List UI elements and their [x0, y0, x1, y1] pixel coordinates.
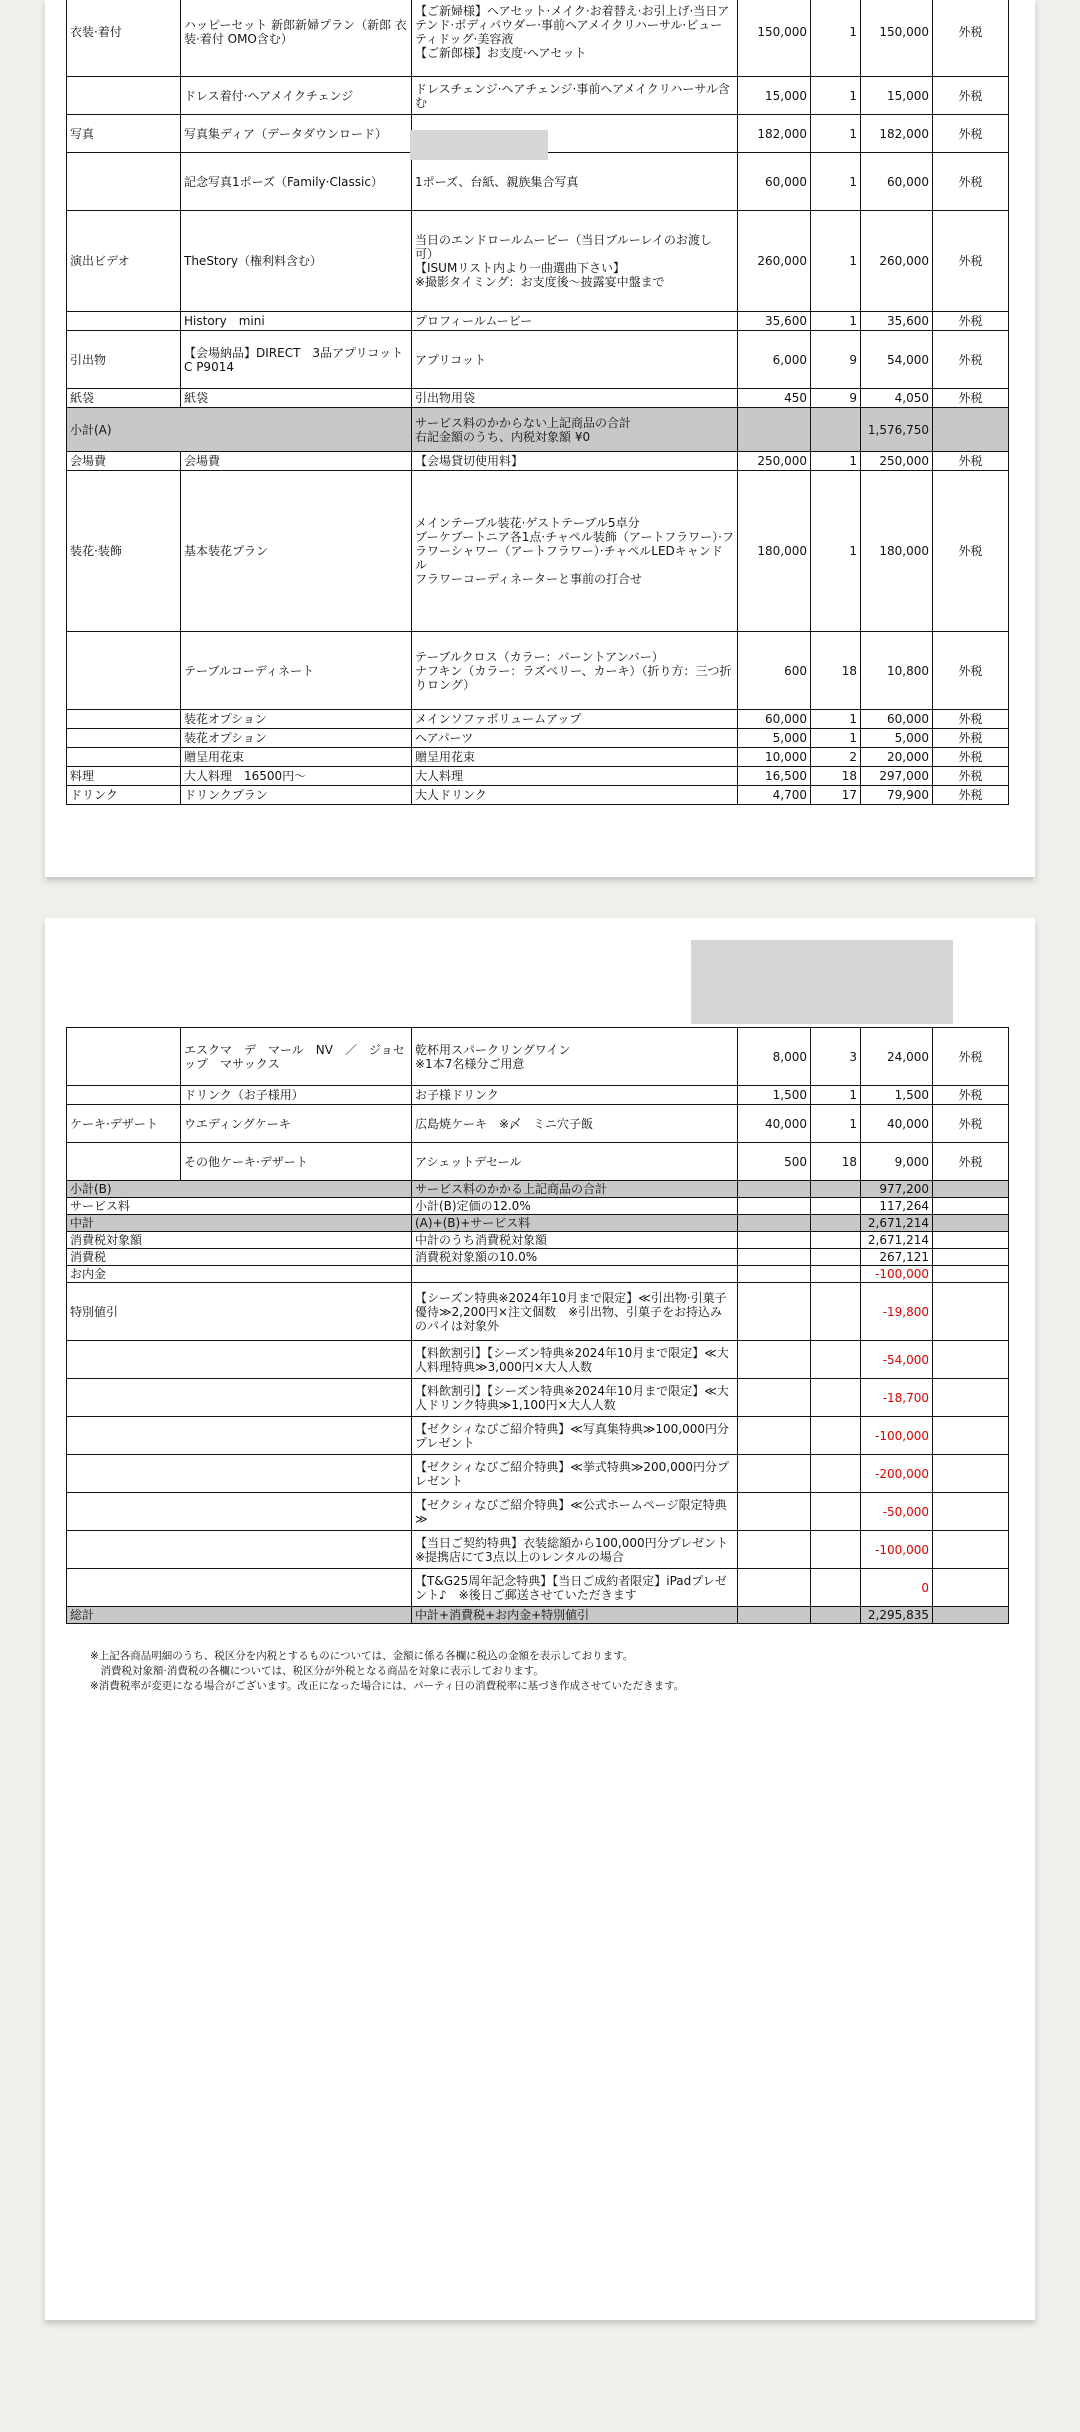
- row-unit-price: [738, 1341, 811, 1379]
- row-category: [67, 748, 181, 767]
- row-category: 装花·装飾: [67, 471, 181, 632]
- row-tax-type: 外税: [933, 0, 1009, 77]
- row-quantity: 18: [811, 767, 861, 786]
- row-tax-type: [933, 1215, 1009, 1232]
- table-row: [67, 1569, 1009, 1607]
- table-row: [67, 389, 1009, 408]
- row-unit-price: 10,000: [738, 748, 811, 767]
- row-amount: -100,000: [861, 1266, 933, 1283]
- row-item: 装花オプション: [181, 729, 412, 748]
- table-row: [67, 786, 1009, 805]
- row-amount: 35,600: [861, 312, 933, 331]
- estimate-table-page-1: [66, 0, 1009, 805]
- row-description: 中計+消費税+お内金+特別値引: [412, 1607, 738, 1624]
- row-item: 【会場納品】DIRECT 3品アプリコットC P9014: [181, 331, 412, 389]
- row-description: 贈呈用花束: [412, 748, 738, 767]
- row-unit-price: [738, 1493, 811, 1531]
- row-tax-type: 外税: [933, 77, 1009, 115]
- row-description: 【ご新婦様】ヘアセット·メイク·お着替え·お引上げ·当日アテンド·ボディパウダー·事前ヘアメイクリハーサル·ビューティドッグ·美容液 【ご新郎様】お支度·ヘアセット: [412, 0, 738, 77]
- row-quantity: 18: [811, 1143, 861, 1181]
- redacted-area: [691, 940, 953, 1024]
- table-row: [67, 1531, 1009, 1569]
- row-amount: -19,800: [861, 1283, 933, 1341]
- row-category: [67, 729, 181, 748]
- row-tax-type: 外税: [933, 786, 1009, 805]
- row-amount: 9,000: [861, 1143, 933, 1181]
- row-unit-price: [738, 1417, 811, 1455]
- row-category: [67, 312, 181, 331]
- row-item: 写真集ディア（データダウンロード）: [181, 115, 412, 153]
- row-quantity: [811, 1607, 861, 1624]
- row-description: ヘアパーツ: [412, 729, 738, 748]
- row-item: ウエディングケーキ: [181, 1105, 412, 1143]
- row-category: 衣装·着付: [67, 0, 181, 77]
- row-amount: 180,000: [861, 471, 933, 632]
- table-row: [67, 331, 1009, 389]
- row-quantity: 18: [811, 632, 861, 710]
- row-tax-type: 外税: [933, 331, 1009, 389]
- row-tax-type: 外税: [933, 1105, 1009, 1143]
- row-amount: -18,700: [861, 1379, 933, 1417]
- row-category: [67, 1493, 412, 1531]
- row-description: アプリコット: [412, 331, 738, 389]
- row-amount: 0: [861, 1569, 933, 1607]
- estimate-page-2: [45, 918, 1035, 2320]
- row-description: 中計のうち消費税対象額: [412, 1232, 738, 1249]
- row-description: 乾杯用スパークリングワイン ※1本7名様分ご用意: [412, 1028, 738, 1086]
- table-row: [67, 1028, 1009, 1086]
- row-quantity: 1: [811, 729, 861, 748]
- row-description: サービス料のかかる上記商品の合計: [412, 1181, 738, 1198]
- row-description: メインテーブル装花·ゲストテーブル5卓分 ブーケブートニア各1点·チャペル装飾（アートフラワー）·フラワーシャワー（アートフラワー）·チャペルLEDキャンドル フラワーコーディネーターと事前の打合せ: [412, 471, 738, 632]
- table-row: [67, 1379, 1009, 1417]
- row-category: 消費税: [67, 1249, 412, 1266]
- row-tax-type: 外税: [933, 1028, 1009, 1086]
- row-category: ドリンク: [67, 786, 181, 805]
- row-quantity: [811, 1283, 861, 1341]
- row-tax-type: 外税: [933, 1143, 1009, 1181]
- row-unit-price: 150,000: [738, 0, 811, 77]
- row-unit-price: 16,500: [738, 767, 811, 786]
- table-row: [67, 452, 1009, 471]
- row-item: ドリンクプラン: [181, 786, 412, 805]
- row-quantity: [811, 1455, 861, 1493]
- row-quantity: 2: [811, 748, 861, 767]
- row-item: History mini: [181, 312, 412, 331]
- row-category: 紙袋: [67, 389, 181, 408]
- row-item: その他ケーキ·デザート: [181, 1143, 412, 1181]
- row-unit-price: [738, 1232, 811, 1249]
- row-category: [67, 1455, 412, 1493]
- row-unit-price: 600: [738, 632, 811, 710]
- row-amount: -100,000: [861, 1531, 933, 1569]
- row-category: 演出ビデオ: [67, 211, 181, 312]
- table-row: [67, 748, 1009, 767]
- row-unit-price: 15,000: [738, 77, 811, 115]
- row-amount: 150,000: [861, 0, 933, 77]
- row-amount: 2,671,214: [861, 1215, 933, 1232]
- row-tax-type: 外税: [933, 1086, 1009, 1105]
- row-amount: 15,000: [861, 77, 933, 115]
- row-amount: 60,000: [861, 710, 933, 729]
- table-row: [67, 0, 1009, 77]
- row-category: 特別値引: [67, 1283, 412, 1341]
- row-amount: 977,200: [861, 1181, 933, 1198]
- table-row: [67, 1232, 1009, 1249]
- table-row: [67, 77, 1009, 115]
- row-amount: 79,900: [861, 786, 933, 805]
- row-category: [67, 77, 181, 115]
- row-category: [67, 1143, 181, 1181]
- row-category: [67, 710, 181, 729]
- table-row: [67, 1105, 1009, 1143]
- row-item: 基本装花プラン: [181, 471, 412, 632]
- table-row: [67, 1181, 1009, 1198]
- row-quantity: 3: [811, 1028, 861, 1086]
- row-tax-type: 外税: [933, 389, 1009, 408]
- row-item: 贈呈用花束: [181, 748, 412, 767]
- row-unit-price: [738, 1181, 811, 1198]
- row-description: アシェットデセール: [412, 1143, 738, 1181]
- table-row: [67, 767, 1009, 786]
- row-item: ドレス着付·ヘアメイクチェンジ: [181, 77, 412, 115]
- row-item: 紙袋: [181, 389, 412, 408]
- table-row: [67, 1086, 1009, 1105]
- row-quantity: [811, 1266, 861, 1283]
- row-tax-type: 外税: [933, 710, 1009, 729]
- row-quantity: 9: [811, 331, 861, 389]
- row-quantity: 1: [811, 77, 861, 115]
- row-quantity: 1: [811, 312, 861, 331]
- row-unit-price: 35,600: [738, 312, 811, 331]
- footnote: ※上記各商品明細のうち、税区分を内税とするものについては、金額に係る各欄に税込の金額を表示しております。: [90, 1650, 634, 1662]
- row-description: 【ゼクシィなびご紹介特典】≪写真集特典≫100,000円分プレゼント: [412, 1417, 738, 1455]
- row-quantity: [811, 1181, 861, 1198]
- row-tax-type: [933, 1455, 1009, 1493]
- row-unit-price: [738, 1531, 811, 1569]
- row-unit-price: 182,000: [738, 115, 811, 153]
- row-amount: 60,000: [861, 153, 933, 211]
- row-quantity: 1: [811, 710, 861, 729]
- row-unit-price: [738, 1215, 811, 1232]
- row-amount: 10,800: [861, 632, 933, 710]
- row-tax-type: [933, 1417, 1009, 1455]
- row-item: 記念写真1ポーズ（Family·Classic）: [181, 153, 412, 211]
- row-category: 会場費: [67, 452, 181, 471]
- row-item: ドリンク（お子様用）: [181, 1086, 412, 1105]
- row-item: 会場費: [181, 452, 412, 471]
- row-amount: -54,000: [861, 1341, 933, 1379]
- row-description: メインソファボリュームアップ: [412, 710, 738, 729]
- row-description: 【T&G25周年記念特典】【当日ご成約者限定】iPadプレゼント♪ ※後日ご郵送させていただきます: [412, 1569, 738, 1607]
- table-row: [67, 710, 1009, 729]
- row-quantity: 1: [811, 211, 861, 312]
- row-tax-type: 外税: [933, 312, 1009, 331]
- row-category: 写真: [67, 115, 181, 153]
- row-unit-price: 60,000: [738, 710, 811, 729]
- row-tax-type: [933, 1249, 1009, 1266]
- row-tax-type: 外税: [933, 767, 1009, 786]
- table-row: [67, 153, 1009, 211]
- row-description: プロフィールムービー: [412, 312, 738, 331]
- row-category: 中計: [67, 1215, 412, 1232]
- row-quantity: 1: [811, 1086, 861, 1105]
- row-description: 【料飲割引】【シーズン特典※2024年10月まで限定】≪大人料理特典≫3,000円×大人人数: [412, 1341, 738, 1379]
- row-amount: 2,295,835: [861, 1607, 933, 1624]
- row-amount: 1,500: [861, 1086, 933, 1105]
- row-tax-type: 外税: [933, 471, 1009, 632]
- row-amount: 4,050: [861, 389, 933, 408]
- row-amount: 24,000: [861, 1028, 933, 1086]
- row-description: (A)+(B)+サービス料: [412, 1215, 738, 1232]
- table-row: [67, 1266, 1009, 1283]
- row-description: 【シーズン特典※2024年10月まで限定】≪引出物·引菓子優待≫2,200円×注文個数 ※引出物、引菓子をお持込みのパイは対象外: [412, 1283, 738, 1341]
- row-unit-price: 1,500: [738, 1086, 811, 1105]
- row-quantity: 9: [811, 389, 861, 408]
- row-description: 1ポーズ、台紙、親族集合写真: [412, 153, 738, 211]
- table-row: [67, 1143, 1009, 1181]
- row-description: [412, 1266, 738, 1283]
- row-category: [67, 1569, 412, 1607]
- table-row: [67, 408, 1009, 452]
- row-item: ハッピーセット 新郎新婦プラン（新郎 衣装·着付 OMO含む）: [181, 0, 412, 77]
- row-unit-price: 60,000: [738, 153, 811, 211]
- row-tax-type: [933, 1232, 1009, 1249]
- row-description: 【ゼクシィなびご紹介特典】≪公式ホームページ限定特典≫: [412, 1493, 738, 1531]
- row-quantity: 1: [811, 0, 861, 77]
- row-tax-type: 外税: [933, 153, 1009, 211]
- row-category: [67, 1379, 412, 1417]
- row-tax-type: [933, 1607, 1009, 1624]
- table-row: [67, 1215, 1009, 1232]
- row-description: 小計(B)定価の12.0%: [412, 1198, 738, 1215]
- table-row: [67, 211, 1009, 312]
- table-row: [67, 1198, 1009, 1215]
- row-description: 当日のエンドロールムービー（当日ブルーレイのお渡し可） 【ISUMリスト内より一曲選曲下さい】 ※撮影タイミング：お支度後〜披露宴中盤まで: [412, 211, 738, 312]
- row-description: 【ゼクシィなびご紹介特典】≪挙式特典≫200,000円分プレゼント: [412, 1455, 738, 1493]
- row-unit-price: 500: [738, 1143, 811, 1181]
- row-unit-price: [738, 1198, 811, 1215]
- row-unit-price: 250,000: [738, 452, 811, 471]
- row-unit-price: 8,000: [738, 1028, 811, 1086]
- row-tax-type: [933, 1181, 1009, 1198]
- row-description: サービス料のかからない上記商品の合計 右記金額のうち、内税対象額 ¥0: [412, 408, 738, 452]
- row-amount: 20,000: [861, 748, 933, 767]
- row-quantity: [811, 1215, 861, 1232]
- row-quantity: [811, 1493, 861, 1531]
- row-unit-price: [738, 408, 811, 452]
- row-unit-price: [738, 1283, 811, 1341]
- row-quantity: [811, 1379, 861, 1417]
- row-tax-type: 外税: [933, 211, 1009, 312]
- row-amount: -50,000: [861, 1493, 933, 1531]
- row-item: テーブルコーディネート: [181, 632, 412, 710]
- row-category: [67, 1417, 412, 1455]
- row-amount: -200,000: [861, 1455, 933, 1493]
- row-item: TheStory（権利料含む）: [181, 211, 412, 312]
- table-row: [67, 632, 1009, 710]
- redacted-area: [410, 130, 548, 160]
- row-unit-price: [738, 1569, 811, 1607]
- row-category: [67, 153, 181, 211]
- row-description: 【当日ご契約特典】衣装総額から100,000円分プレゼント ※提携店にて3点以上のレンタルの場合: [412, 1531, 738, 1569]
- row-category: 料理: [67, 767, 181, 786]
- row-item: 大人料理 16500円〜: [181, 767, 412, 786]
- row-amount: 54,000: [861, 331, 933, 389]
- row-unit-price: 40,000: [738, 1105, 811, 1143]
- row-amount: -100,000: [861, 1417, 933, 1455]
- row-category: [67, 1028, 181, 1086]
- row-item: 装花オプション: [181, 710, 412, 729]
- row-quantity: [811, 1569, 861, 1607]
- row-quantity: [811, 1341, 861, 1379]
- row-category: [67, 1531, 412, 1569]
- row-quantity: 1: [811, 115, 861, 153]
- row-tax-type: [933, 1569, 1009, 1607]
- row-tax-type: 外税: [933, 748, 1009, 767]
- table-row: [67, 1455, 1009, 1493]
- row-unit-price: 6,000: [738, 331, 811, 389]
- row-tax-type: [933, 1341, 1009, 1379]
- table-row: [67, 1249, 1009, 1266]
- row-unit-price: 450: [738, 389, 811, 408]
- row-unit-price: 5,000: [738, 729, 811, 748]
- row-category: [67, 632, 181, 710]
- row-amount: 267,121: [861, 1249, 933, 1266]
- row-tax-type: [933, 1266, 1009, 1283]
- row-quantity: 1: [811, 153, 861, 211]
- row-quantity: [811, 1232, 861, 1249]
- row-category: お内金: [67, 1266, 412, 1283]
- row-tax-type: 外税: [933, 452, 1009, 471]
- row-tax-type: [933, 1198, 1009, 1215]
- row-amount: 260,000: [861, 211, 933, 312]
- row-description: 【料飲割引】【シーズン特典※2024年10月まで限定】≪大人ドリンク特典≫1,100円×大人人数: [412, 1379, 738, 1417]
- row-tax-type: [933, 408, 1009, 452]
- row-description: 大人料理: [412, 767, 738, 786]
- footnotes: [90, 1649, 684, 1694]
- row-quantity: [811, 1531, 861, 1569]
- row-unit-price: [738, 1249, 811, 1266]
- row-unit-price: [738, 1266, 811, 1283]
- row-description: テーブルクロス（カラー：バーントアンバー） ナフキン（カラー：ラズベリー、カーキ）（折り方：三つ折りロング）: [412, 632, 738, 710]
- row-category: ケーキ·デザート: [67, 1105, 181, 1143]
- row-category: 総計: [67, 1607, 412, 1624]
- row-unit-price: 180,000: [738, 471, 811, 632]
- table-row: [67, 1607, 1009, 1624]
- row-tax-type: [933, 1283, 1009, 1341]
- estimate-page-1: [45, 0, 1035, 877]
- table-row: [67, 471, 1009, 632]
- table-row: [67, 1283, 1009, 1341]
- row-quantity: [811, 1198, 861, 1215]
- row-amount: 40,000: [861, 1105, 933, 1143]
- row-unit-price: [738, 1379, 811, 1417]
- row-quantity: 1: [811, 471, 861, 632]
- table-row: [67, 1417, 1009, 1455]
- row-amount: 1,576,750: [861, 408, 933, 452]
- row-description: 引出物用袋: [412, 389, 738, 408]
- row-quantity: [811, 408, 861, 452]
- table-row: [67, 312, 1009, 331]
- row-unit-price: [738, 1607, 811, 1624]
- table-row: [67, 729, 1009, 748]
- row-amount: 2,671,214: [861, 1232, 933, 1249]
- table-row: [67, 1493, 1009, 1531]
- row-quantity: [811, 1417, 861, 1455]
- row-category: 小計(A): [67, 408, 412, 452]
- row-quantity: 17: [811, 786, 861, 805]
- row-quantity: 1: [811, 452, 861, 471]
- row-description: お子様ドリンク: [412, 1086, 738, 1105]
- row-unit-price: [738, 1455, 811, 1493]
- row-description: ドレスチェンジ·ヘアチェンジ·事前ヘアメイクリハーサル含む: [412, 77, 738, 115]
- row-amount: 5,000: [861, 729, 933, 748]
- row-quantity: [811, 1249, 861, 1266]
- row-unit-price: 260,000: [738, 211, 811, 312]
- row-tax-type: 外税: [933, 729, 1009, 748]
- row-category: 消費税対象額: [67, 1232, 412, 1249]
- footnote: 消費税対象額·消費税の各欄については、税区分が外税となる商品を対象に表示しております。: [90, 1665, 544, 1677]
- row-description: 消費税対象額の10.0%: [412, 1249, 738, 1266]
- row-item: エスクマ デ マール NV ／ ジョセップ マサックス: [181, 1028, 412, 1086]
- row-tax-type: [933, 1493, 1009, 1531]
- row-tax-type: 外税: [933, 632, 1009, 710]
- row-amount: 297,000: [861, 767, 933, 786]
- table-row: [67, 1341, 1009, 1379]
- row-description: 【会場貸切使用料】: [412, 452, 738, 471]
- row-category: 引出物: [67, 331, 181, 389]
- row-category: [67, 1341, 412, 1379]
- row-category: サービス料: [67, 1198, 412, 1215]
- row-category: 小計(B): [67, 1181, 412, 1198]
- estimate-table-page-2: [66, 1027, 1009, 1624]
- row-description: 広島焼ケーキ ※〆 ミニ穴子飯: [412, 1105, 738, 1143]
- row-amount: 250,000: [861, 452, 933, 471]
- row-amount: 117,264: [861, 1198, 933, 1215]
- row-quantity: 1: [811, 1105, 861, 1143]
- row-tax-type: 外税: [933, 115, 1009, 153]
- row-tax-type: [933, 1379, 1009, 1417]
- row-description: 大人ドリンク: [412, 786, 738, 805]
- row-tax-type: [933, 1531, 1009, 1569]
- row-category: [67, 1086, 181, 1105]
- row-unit-price: 4,700: [738, 786, 811, 805]
- row-amount: 182,000: [861, 115, 933, 153]
- footnote: ※消費税率が変更になる場合がございます。改正になった場合には、パーティ日の消費税率に基づき作成させていただきます。: [90, 1680, 685, 1692]
